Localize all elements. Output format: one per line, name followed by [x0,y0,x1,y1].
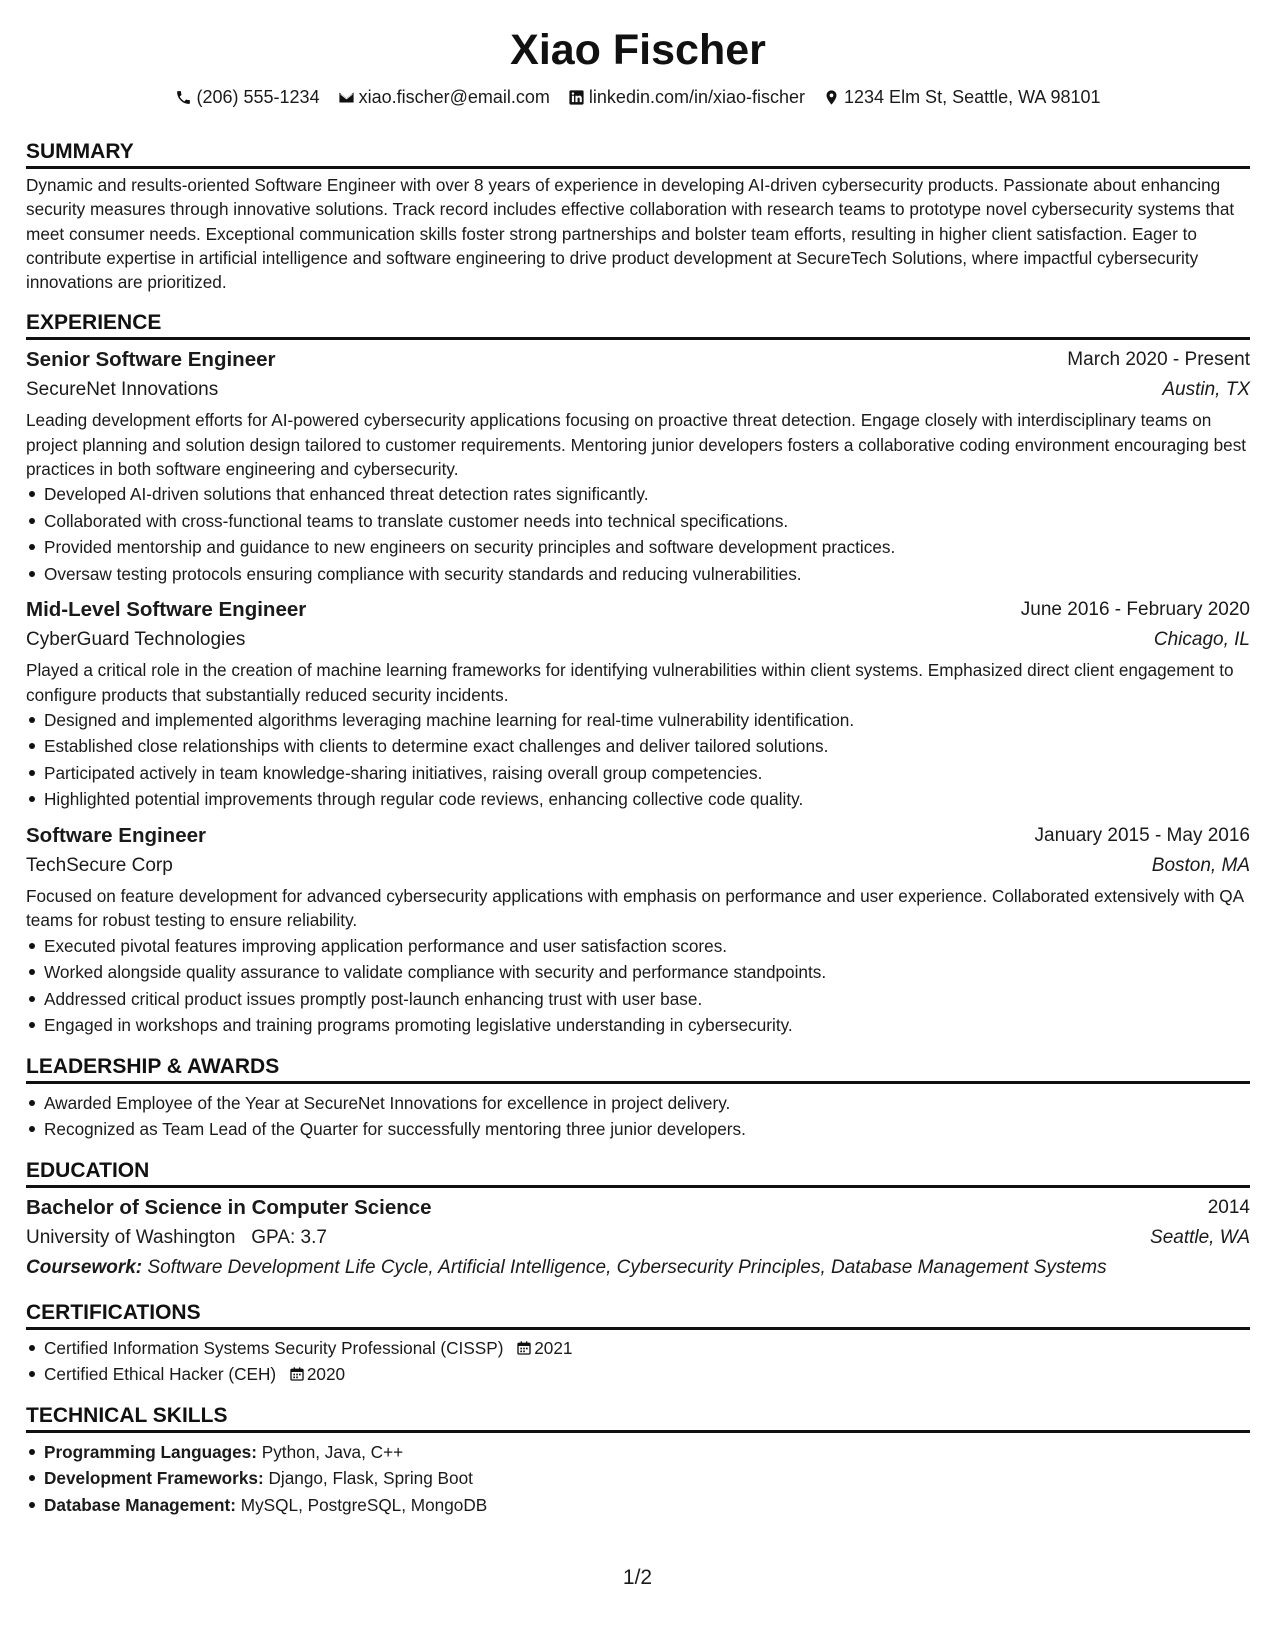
summary-section [26,138,1250,294]
job-description: Focused on feature development for advanced cybersecurity applications with emphasis on performance and user experience. Collaborated extensively with QA teams for robust testing to ensure reliability. [26,885,1244,931]
job-bullets [26,707,1250,813]
phone-icon [175,89,192,106]
contact-linkedin[interactable] [568,86,805,108]
skill-value: MySQL, PostgreSQL, MongoDB [240,1494,488,1515]
degree: Bachelor of Science in Computer Science [26,1195,432,1219]
section-title: TECHNICAL SKILLS [26,1402,1250,1433]
job-title: Mid-Level Software Engineer [26,598,307,622]
coursework-list: Software Development Life Cycle, Artificial Intelligence, Cybersecurity Principles, Database Management Systems [147,1256,1107,1278]
job-company: CyberGuard Technologies [26,629,246,651]
list-item: Addressed critical product issues promptly post-launch enhancing trust with user base. [44,986,1250,1013]
skills-list [26,1439,1250,1519]
leadership-list [26,1090,1250,1143]
calendar-icon [516,1340,532,1356]
envelope-icon [338,89,355,106]
job-bullets [26,933,1250,1039]
list-item: Highlighted potential improvements through regular code reviews, enhancing collective code quality. [44,786,1250,813]
list-item [44,1361,1250,1388]
job-location: Austin, TX [1162,379,1250,401]
list-item: Awarded Employee of the Year at SecureNet Innovations for excellence in project delivery. [44,1090,1250,1117]
list-item: Worked alongside quality assurance to validate compliance with security and performance standpoints. [44,959,1250,986]
list-item: Developed AI-driven solutions that enhanced threat detection rates significantly. [44,481,1250,508]
certifications-section [26,1299,1250,1388]
job-entry [26,595,1250,813]
school-location: Seattle, WA [1150,1226,1250,1248]
list-item: Oversaw testing protocols ensuring compliance with security standards and reducing vulnerabilities. [44,561,1250,588]
skill-label: Database Management: [44,1494,236,1515]
job-dates: January 2015 - May 2016 [1034,824,1250,846]
calendar-icon [289,1366,305,1382]
job-entry [26,345,1250,587]
section-title: EDUCATION [26,1157,1250,1188]
education-section [26,1157,1250,1283]
list-item: Participated actively in team knowledge-sharing initiatives, raising overall group competencies. [44,760,1250,787]
job-title: Software Engineer [26,823,206,847]
skills-section [26,1402,1250,1519]
certification-year: 2021 [534,1337,573,1358]
job-dates: March 2020 - Present [1067,349,1250,371]
list-item [44,1439,1250,1466]
skill-value: Django, Flask, Spring Boot [268,1468,473,1489]
page-indicator: 1/2 [622,1566,653,1589]
graduation-year: 2014 [1207,1196,1250,1218]
contact-address [823,86,1100,108]
email-text: xiao.fischer@email.com [358,87,550,107]
list-item: Engaged in workshops and training programs promoting legislative understanding in cybersecurity. [44,1012,1250,1039]
section-title: LEADERSHIP & AWARDS [26,1053,1250,1084]
list-item: Established close relationships with clients to determine exact challenges and deliver tailored solutions. [44,733,1250,760]
job-company: TechSecure Corp [26,854,173,876]
section-title: SUMMARY [26,138,1250,169]
job-title: Senior Software Engineer [26,348,276,372]
job-company: SecureNet Innovations [26,379,219,401]
job-dates: June 2016 - February 2020 [1020,599,1250,621]
leadership-section [26,1053,1250,1143]
skill-label: Programming Languages: [44,1441,257,1462]
job-description: Leading development efforts for AI-powered cybersecurity applications focusing on proactive threat detection. Engage closely with interdisciplinary teams on project planning and solution design tailored to customer requirements. Mentoring junior developers fosters a collaborative coding environment encouraging best practices in both software engineering and cybersecurity. [26,410,1247,480]
resume-page [26,0,1250,1518]
certification-name: Certified Information Systems Security Professional (CISSP) [44,1337,504,1358]
coursework [26,1253,1250,1283]
certifications-list [26,1335,1250,1388]
school-name: University of Washington [26,1226,236,1248]
section-title: CERTIFICATIONS [26,1299,1250,1330]
job-entry [26,821,1250,1039]
school-info [26,1223,327,1253]
gpa: GPA: 3.7 [251,1226,327,1248]
section-title: EXPERIENCE [26,309,1250,340]
list-item [44,1335,1250,1362]
phone-text: (206) 555-1234 [196,87,320,107]
list-item [44,1492,1250,1519]
list-item: Provided mentorship and guidance to new engineers on security principles and software development practices. [44,534,1250,561]
job-location: Boston, MA [1151,854,1250,876]
job-bullets [26,481,1250,587]
summary-text: Dynamic and results-oriented Software Engineer with over 8 years of experience in developing AI-driven cybersecurity products. Passionate about enhancing security measures through innovative solutions. Track record includes effective collaboration with research teams to prototype novel cybersecurity systems that meet consumer needs. Exceptional communication skills foster strong partnerships and bolster team efforts, resulting in higher client satisfaction. Eager to contribute expertise in artificial intelligence and software engineering to drive product development at SecureTech Solutions, where impactful cybersecurity innovations are prioritized. [26,175,1235,293]
list-item [44,1465,1250,1492]
contact-phone[interactable] [175,86,319,108]
job-description: Played a critical role in the creation of machine learning frameworks for identifying vulnerabilities within client systems. Emphasized direct client engagement to configure products that substantially reduced security incidents. [26,660,1234,705]
certification-year: 2020 [306,1364,346,1385]
experience-section [26,309,1250,1038]
linkedin-text: linkedin.com/in/xiao-fischer [588,87,806,107]
list-item: Designed and implemented algorithms leveraging machine learning for real-time vulnerability identification. [44,707,1250,734]
skill-value: Python, Java, C++ [261,1441,404,1462]
coursework-label: Coursework: [26,1256,143,1278]
linkedin-icon [568,89,585,106]
list-item: Collaborated with cross-functional teams to translate customer needs into technical specifications. [44,508,1250,535]
contact-email[interactable] [338,86,550,108]
candidate-name: Xiao Fischer [510,26,766,74]
contact-bar [26,86,1250,108]
list-item: Executed pivotal features improving application performance and user satisfaction scores. [44,933,1250,960]
map-pin-icon [823,89,840,106]
address-text: 1234 Elm St, Seattle, WA 98101 [844,87,1101,107]
certification-name: Certified Ethical Hacker (CEH) [44,1364,277,1385]
list-item: Recognized as Team Lead of the Quarter for successfully mentoring three junior developers. [44,1116,1250,1143]
skill-label: Development Frameworks: [44,1468,264,1489]
job-location: Chicago, IL [1153,629,1250,651]
